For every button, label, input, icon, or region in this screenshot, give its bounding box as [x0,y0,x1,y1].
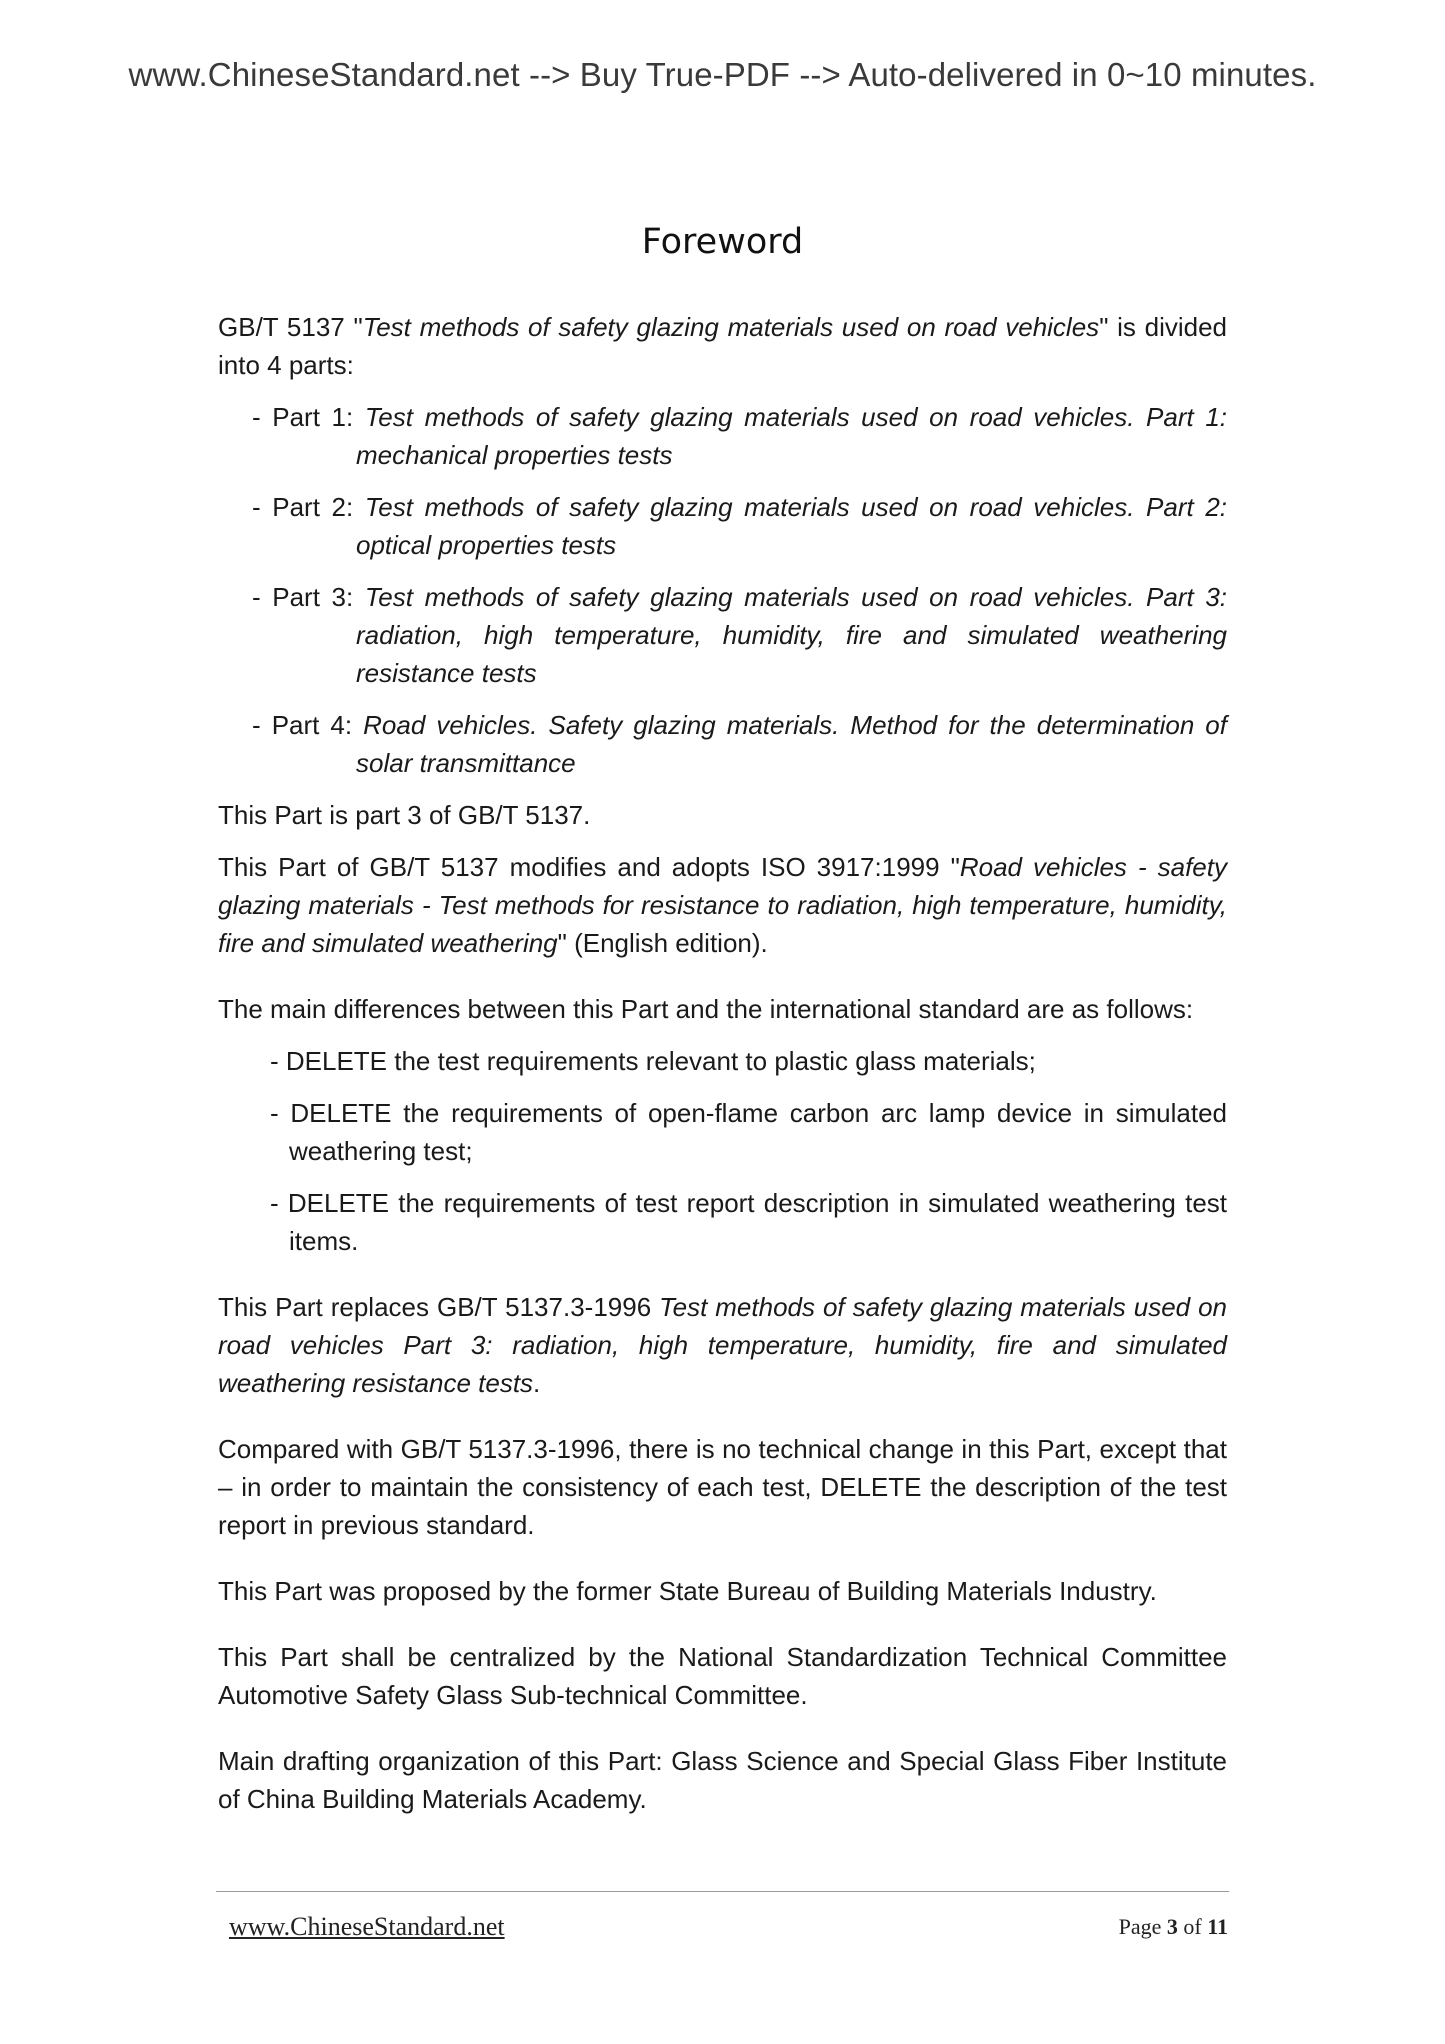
replaces-paragraph: This Part replaces GB/T 5137.3-1996 Test methods of safety glazing materials used on road vehicles Part 3: radiation, high temperature, humidity, fire and simulated weathering resistance tests. [218,1292,1227,1398]
header-banner: www.ChineseStandard.net --> Buy True-PDF --> Auto-delivered in 0~10 minutes. [128,56,1317,93]
differences-intro: The main differences between this Part and the international standard are as follows: [218,994,1194,1024]
footer-divider [216,1891,1229,1892]
part-of-paragraph: This Part is part 3 of GB/T 5137. [218,800,591,830]
compared-paragraph: Compared with GB/T 5137.3-1996, there is no technical change in this Part, except that – in order to maintain the consistency of each test, DELETE the description of the test report in previous standard. [218,1434,1227,1540]
page-title: Foreword [641,222,804,262]
part-item: - Part 3: Test methods of safety glazing materials used on road vehicles. Part 3: radiation, high temperature, humidity, fire and simulated weathering resistance tests [252,582,1228,688]
footer-website-link[interactable]: www.ChineseStandard.net [229,1912,505,1941]
part-item: - Part 1: Test methods of safety glazing materials used on road vehicles. Part 1: mechanical properties tests [252,402,1228,470]
difference-item: - DELETE the test requirements relevant to plastic glass materials; [270,1046,1036,1076]
foreword-body [218,308,1227,1846]
drafting-paragraph: Main drafting organization of this Part: Glass Science and Special Glass Fiber Institute of China Building Materials Academy. [218,1746,1227,1814]
part-item: - Part 4: Road vehicles. Safety glazing materials. Method for the determination of solar transmittance [252,710,1227,778]
differences-list [218,1042,1227,1260]
proposed-paragraph: This Part was proposed by the former State Bureau of Building Materials Industry. [218,1576,1157,1606]
difference-item: - DELETE the requirements of open-flame carbon arc lamp device in simulated weathering test; [270,1098,1227,1166]
adopts-paragraph: This Part of GB/T 5137 modifies and adopts ISO 3917:1999 "Road vehicles - safety glazing materials - Test methods for resistance to radiation, high temperature, humidity, fire and simulated weathering" (English edition). [218,852,1227,958]
difference-item: - DELETE the requirements of test report description in simulated weathering test items. [270,1188,1227,1256]
intro-paragraph: GB/T 5137 "Test methods of safety glazing materials used on road vehicles" is divided into 4 parts: [218,312,1228,380]
centralized-paragraph: This Part shall be centralized by the National Standardization Technical Committee Automotive Safety Glass Sub-technical Committee. [218,1642,1227,1710]
part-item: - Part 2: Test methods of safety glazing materials used on road vehicles. Part 2: optical properties tests [252,492,1228,560]
page-number: Page 3 of 11 [1118,1914,1228,1939]
